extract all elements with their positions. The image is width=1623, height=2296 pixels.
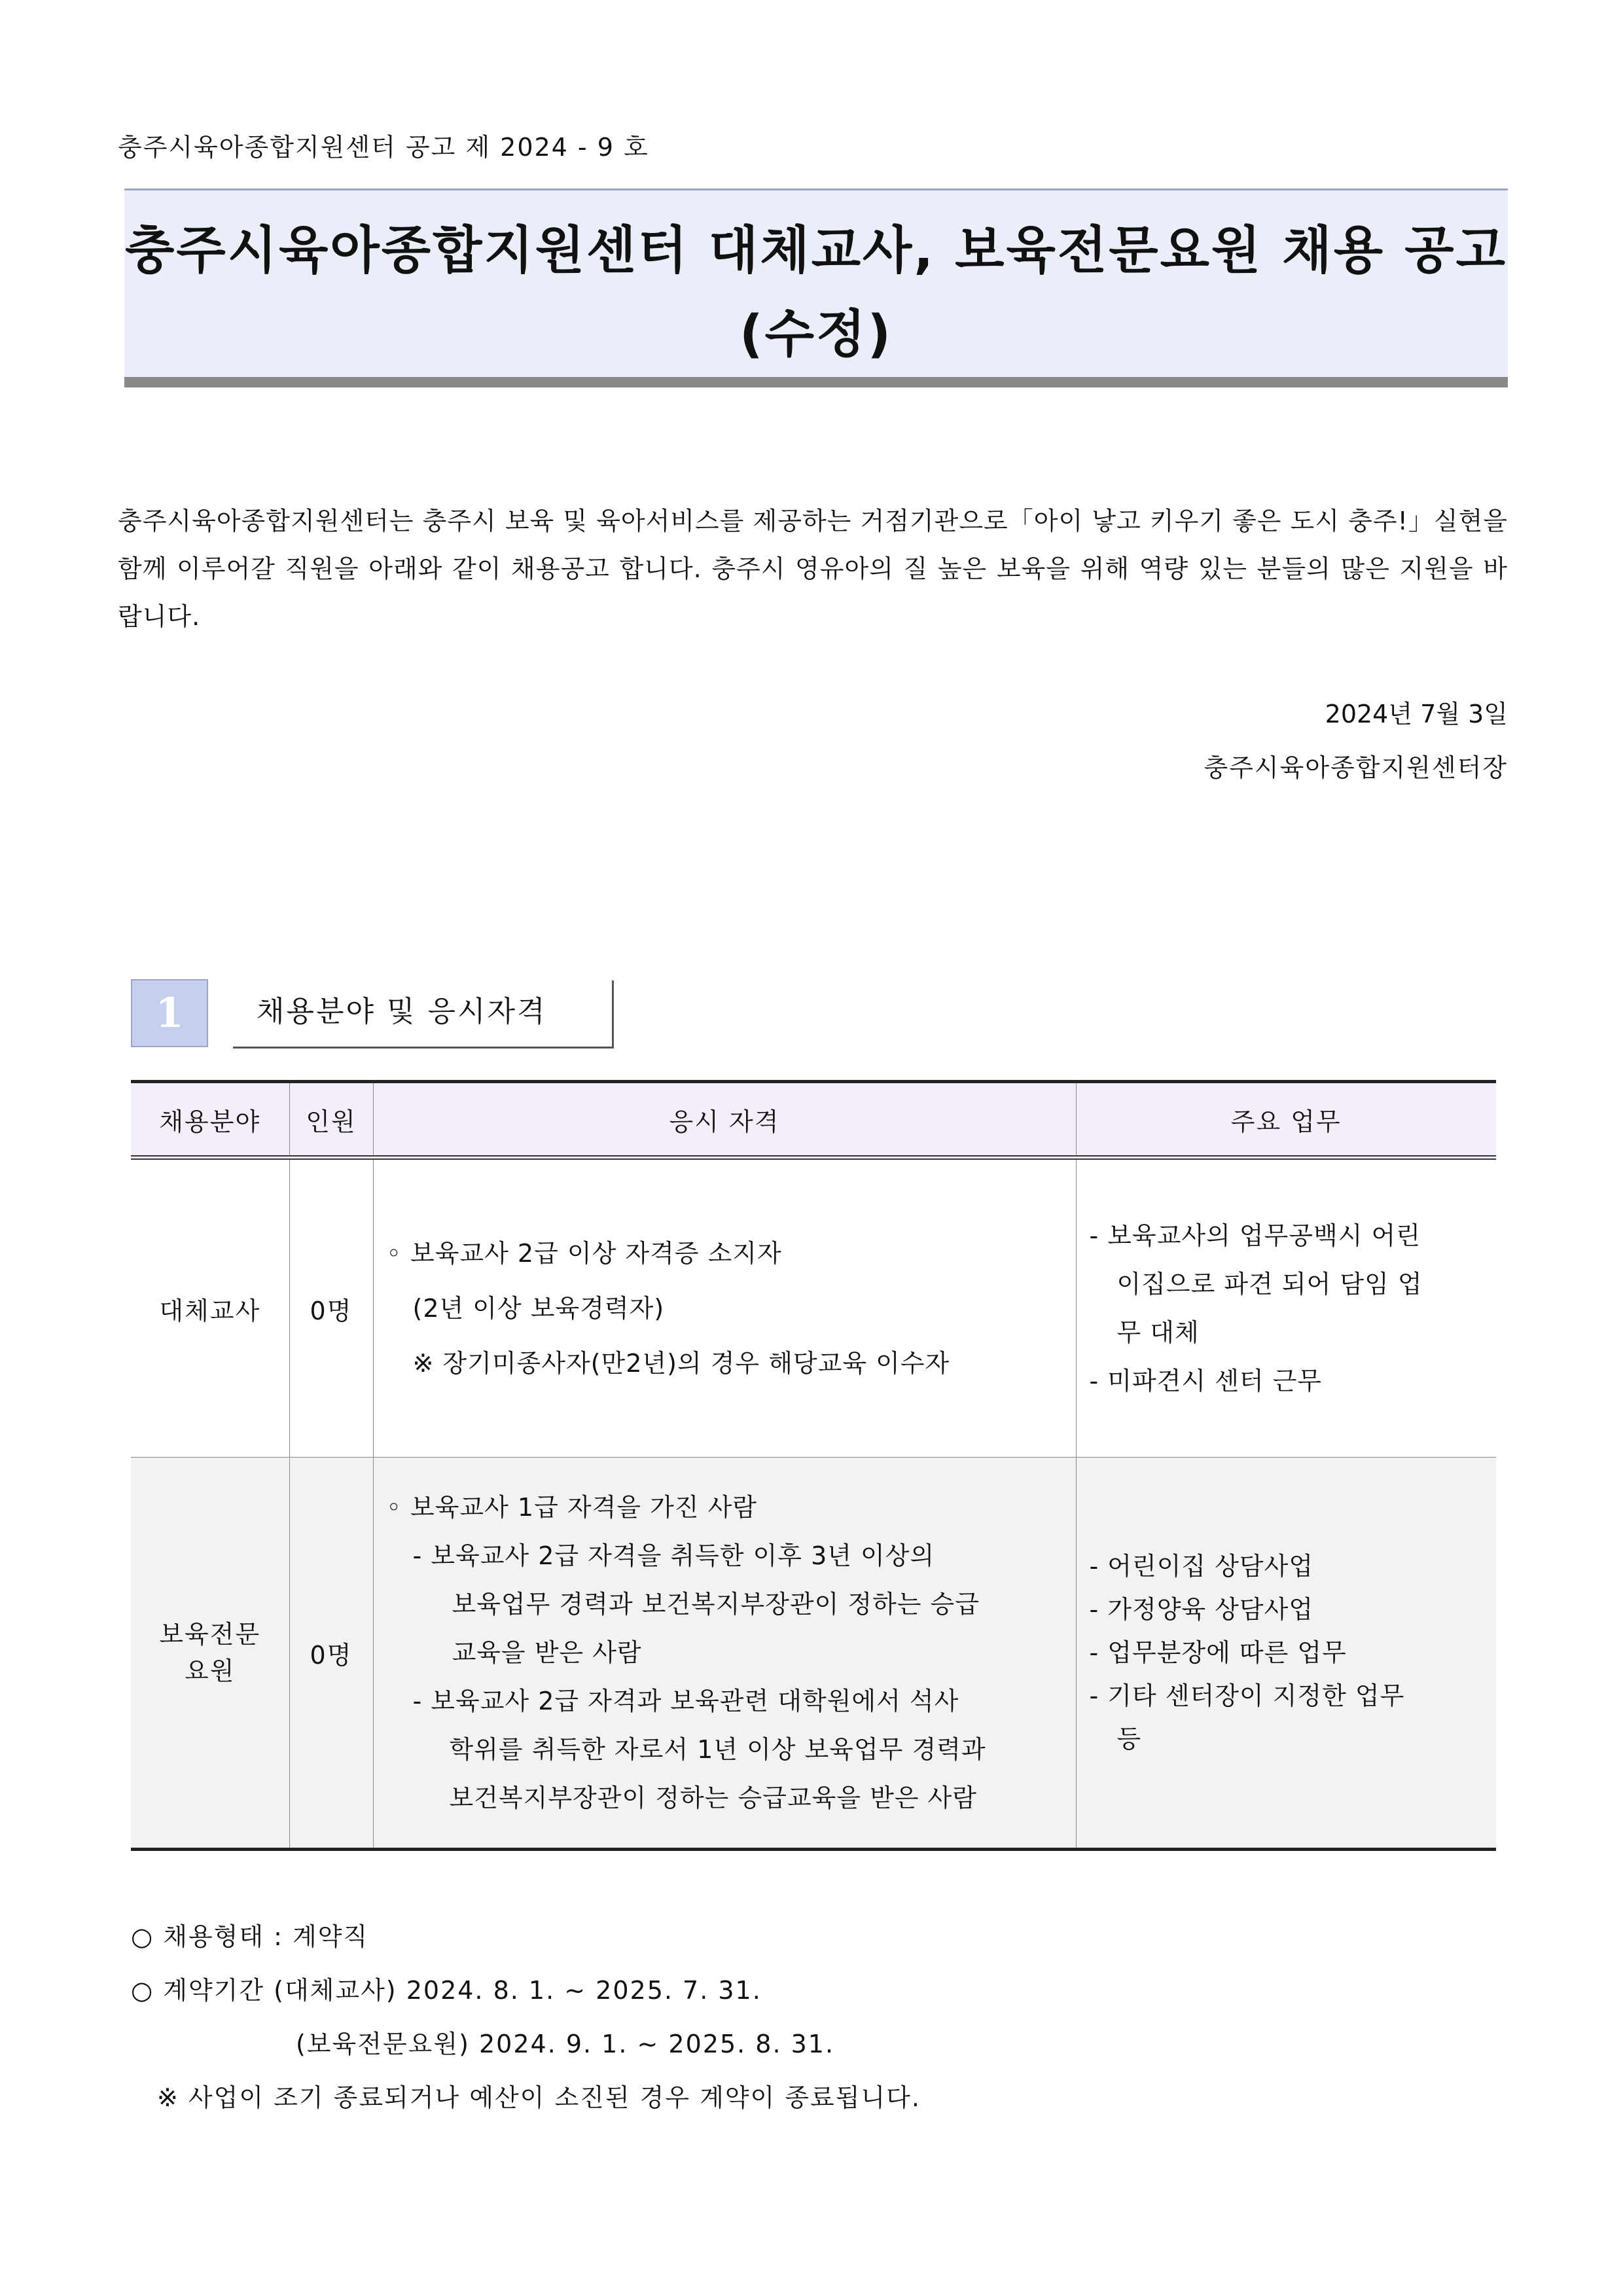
duty-line: - 어린이집 상담사업 — [1089, 1552, 1314, 1581]
contract-period: ○ 계약기간 (대체교사) 2024. 8. 1. ~ 2025. 7. 31. — [131, 1976, 762, 2005]
table-row — [131, 1458, 1496, 1850]
announcement-date: 2024년 7월 3일 — [1325, 700, 1508, 728]
count-cell: 0명 — [289, 1458, 373, 1850]
notice-number: 충주시육아종합지원센터 공고 제 2024 - 9 호 — [118, 133, 649, 162]
qualification-line: - 보육교사 2급 자격을 취득한 이후 3년 이상의 — [412, 1541, 935, 1570]
employment-type: ○ 채용형태 : 계약직 — [131, 1922, 369, 1951]
duty-line: 등 — [1116, 1725, 1142, 1753]
header-duties: 주요 업무 — [1076, 1082, 1496, 1158]
qualification-line: 보건복지부장관이 정하는 승급교육을 받은 사람 — [449, 1784, 977, 1812]
duty-line: - 보육교사의 업무공백시 어린 — [1089, 1221, 1421, 1250]
qualification-line: 학위를 취득한 자로서 1년 이상 보육업무 경력과 — [449, 1735, 986, 1764]
table-row — [131, 1158, 1496, 1458]
duties-cell — [1076, 1458, 1496, 1850]
duty-line: 이집으로 파견 되어 담임 업 — [1116, 1270, 1423, 1299]
section-title: 채용분야 및 응시자격 — [233, 980, 614, 1049]
recruitment-table — [131, 1080, 1496, 1851]
intro-paragraph: 충주시육아종합지원센터는 충주시 보육 및 육아서비스를 제공하는 거점기관으로「아이 낳고 키우기 좋은 도시 충주!」실현을 함께 이루어갈 직원을 아래와 같이 채용공고 합니다. 충주시 영유아의 질 높은 보육을 위해 역량 있는 분들의 많은 지원을 바랍니다. — [118, 507, 1508, 631]
duty-line: - 미파견시 센터 근무 — [1089, 1367, 1323, 1395]
qualification-cell — [373, 1158, 1076, 1458]
duty-line: 무 대체 — [1116, 1318, 1200, 1347]
header-qualification: 응시 자격 — [373, 1082, 1076, 1158]
qualification-line: - 보육교사 2급 자격과 보육관련 대학원에서 석사 — [412, 1687, 959, 1715]
duty-line: - 업무분장에 따른 업무 — [1089, 1638, 1347, 1667]
page-title: 충주시육아종합지원센터 대체교사, 보육전문요원 채용 공고 — [125, 221, 1507, 280]
field-line: 요원 — [185, 1657, 236, 1685]
qualification-line: ◦ 보육교사 1급 자격을 가진 사람 — [386, 1493, 757, 1522]
table-header-row — [131, 1082, 1496, 1158]
header-count: 인원 — [289, 1082, 373, 1158]
field-cell: 대체교사 — [131, 1158, 289, 1458]
field-cell — [131, 1458, 289, 1850]
qualification-line: ※ 장기미종사자(만2년)의 경우 해당교육 이수자 — [412, 1349, 950, 1378]
duty-line: - 기타 센터장이 지정한 업무 — [1089, 1681, 1405, 1710]
qualification-cell — [373, 1458, 1076, 1850]
header-field: 채용분야 — [131, 1082, 289, 1158]
section-number: 1 — [131, 979, 208, 1047]
qualification-line: ◦ 보육교사 2급 이상 자격증 소지자 — [386, 1239, 782, 1268]
duties-cell — [1076, 1158, 1496, 1458]
qualification-line: 교육을 받은 사람 — [452, 1638, 642, 1667]
page-title-revision: (수정) — [740, 305, 893, 364]
issuer: 충주시육아종합지원센터장 — [1204, 753, 1508, 782]
field-line: 보육전문 — [159, 1620, 261, 1649]
qualification-line: 보육업무 경력과 보건복지부장관이 정하는 승급 — [452, 1590, 980, 1619]
contract-period-second: (보육전문요원) 2024. 9. 1. ~ 2025. 8. 31. — [296, 2030, 835, 2058]
qualification-line: (2년 이상 보육경력자) — [412, 1294, 665, 1323]
count-cell: 0명 — [289, 1158, 373, 1458]
title-underline — [124, 377, 1508, 387]
contract-note: ※ 사업이 조기 종료되거나 예산이 소진된 경우 계약이 종료됩니다. — [157, 2083, 921, 2112]
duty-line: - 가정양육 상담사업 — [1089, 1595, 1314, 1624]
